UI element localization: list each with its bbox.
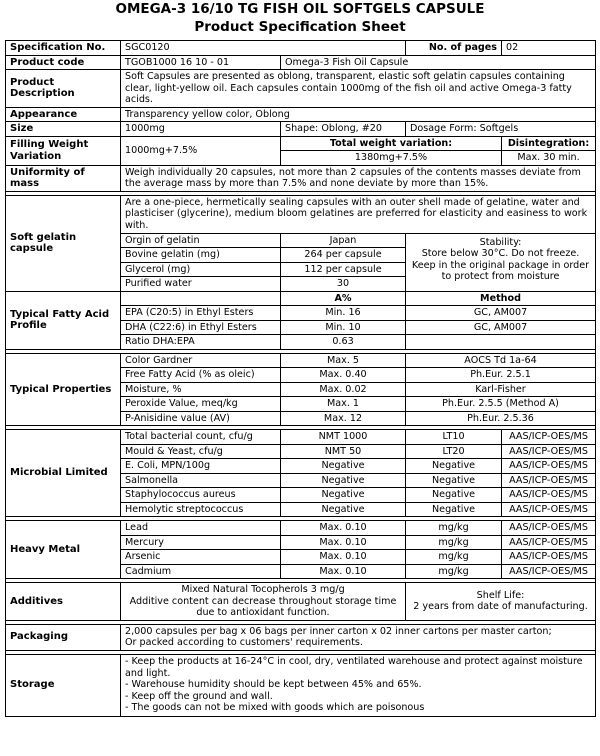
fatty-header-blank <box>121 291 281 306</box>
fatty-col-method: Method <box>406 291 596 306</box>
metal-row <box>6 521 596 536</box>
uniformity-label: Uniformity of mass <box>6 165 121 191</box>
shelf-life-label: Shelf Life: <box>476 589 525 601</box>
size-shape: Shape: Oblong, #20 <box>281 122 406 137</box>
size-row <box>6 122 596 137</box>
property-row <box>6 353 596 368</box>
microbial-name: E. Coli, MPN/100g <box>121 459 281 474</box>
microbial-value: Negative <box>281 473 406 488</box>
microbial-limit: Negative <box>406 488 502 503</box>
microbial-limit: LT20 <box>406 444 502 459</box>
packaging-line-2: Or packed according to customers' requirements. <box>125 637 363 648</box>
fatty-method <box>406 335 596 350</box>
disintegration-label: Disintegration: <box>502 136 596 151</box>
fatty-name: Ratio DHA:EPA <box>121 335 281 350</box>
description-row <box>6 70 596 108</box>
gelatin-intro-row <box>6 195 596 233</box>
property-name: Peroxide Value, meq/kg <box>121 397 281 412</box>
stability-label: Stability: <box>479 236 522 248</box>
packaging-label: Packaging <box>6 624 121 650</box>
product-code-label: Product code <box>6 55 121 70</box>
fatty-method: GC, AM007 <box>406 306 596 321</box>
gelatin-name: Bovine gelatin (mg) <box>121 248 281 263</box>
property-name: Moisture, % <box>121 382 281 397</box>
microbial-value: NMT 50 <box>281 444 406 459</box>
property-value: Max. 0.40 <box>281 368 406 383</box>
metal-name: Lead <box>121 521 281 536</box>
property-name: Free Fatty Acid (% as oleic) <box>121 368 281 383</box>
packaging-line-1: 2,000 capsules per bag x 06 bags per inner carton x 02 inner cartons per master carton; <box>125 625 552 637</box>
metal-unit: mg/kg <box>406 521 502 536</box>
metal-value: Max. 0.10 <box>281 521 406 536</box>
total-weight-label: Total weight variation: <box>281 136 502 151</box>
description-label: Product Description <box>6 70 121 108</box>
property-method: AOCS Td 1a-64 <box>406 353 596 368</box>
metal-name: Mercury <box>121 535 281 550</box>
filling-label: Filling Weight Variation <box>6 136 121 165</box>
microbial-value: Negative <box>281 502 406 517</box>
metal-value: Max. 0.10 <box>281 535 406 550</box>
metal-label: Heavy Metal <box>6 521 121 579</box>
gelatin-value: 30 <box>281 277 406 292</box>
property-name: P-Anisidine value (AV) <box>121 411 281 426</box>
metal-unit: mg/kg <box>406 564 502 579</box>
property-name: Color Gardner <box>121 353 281 368</box>
microbial-name: Staphylococcus aureus <box>121 488 281 503</box>
microbial-limit: Negative <box>406 459 502 474</box>
storage-label: Storage <box>6 654 121 716</box>
gelatin-name: Purified water <box>121 277 281 292</box>
shelf-life-cell <box>406 583 596 621</box>
microbial-name: Hemolytic streptococcus <box>121 502 281 517</box>
gelatin-value: 264 per capsule <box>281 248 406 263</box>
gelatin-name: Orgin of gelatin <box>121 233 281 248</box>
specification-table <box>5 40 596 717</box>
description-text: Soft Capsules are presented as oblong, transparent, elastic soft gelatin capsules containing clear, light-yellow oil. Each capsules contain 1000mg of the fish oil and active Omega-3 fatty acids. <box>121 70 596 108</box>
microbial-row <box>6 430 596 445</box>
additives-line-1: Mixed Natural Tocopherols 3 mg/g <box>181 584 345 595</box>
storage-line: - Keep the products at 16-24°C in cool, dry, ventilated warehouse and protect against moisture and light. <box>125 656 583 679</box>
appearance-text: Transparency yellow color, Oblong <box>121 107 596 122</box>
microbial-method: AAS/ICP-OES/MS <box>502 473 596 488</box>
microbial-label: Microbial Limited <box>6 430 121 517</box>
additives-line-2: Additive content can decrease throughout storage time due to antioxidant function. <box>129 595 397 618</box>
property-value: Max. 5 <box>281 353 406 368</box>
metal-unit: mg/kg <box>406 535 502 550</box>
property-method: Ph.Eur. 2.5.1 <box>406 368 596 383</box>
pages-value: 02 <box>502 41 596 56</box>
metal-method: AAS/ICP-OES/MS <box>502 535 596 550</box>
metal-name: Arsenic <box>121 550 281 565</box>
microbial-limit: Negative <box>406 473 502 488</box>
storage-line: - Keep off the ground and wall. <box>125 690 273 702</box>
fatty-label: Typical Fatty Acid Profile <box>6 291 121 349</box>
product-code-row <box>6 55 596 70</box>
uniformity-row <box>6 165 596 191</box>
microbial-method: AAS/ICP-OES/MS <box>502 488 596 503</box>
gelatin-name: Glycerol (mg) <box>121 262 281 277</box>
disintegration-value: Max. 30 min. <box>502 151 596 166</box>
fatty-name: EPA (C20:5) in Ethyl Esters <box>121 306 281 321</box>
gelatin-value: Japan <box>281 233 406 248</box>
additives-label: Additives <box>6 583 121 621</box>
microbial-limit: Negative <box>406 502 502 517</box>
property-value: Max. 12 <box>281 411 406 426</box>
fatty-value: Min. 10 <box>281 320 406 335</box>
microbial-method: AAS/ICP-OES/MS <box>502 430 596 445</box>
document-title: OMEGA-3 16/10 TG FISH OIL SOFTGELS CAPSULE <box>115 1 485 17</box>
additives-cell <box>121 583 406 621</box>
uniformity-text: Weigh individually 20 capsules, not more than 2 capsules of the contents masses deviate from the average mass by more than 7.5% and none deviate by more than 15%. <box>121 165 596 191</box>
document-subtitle: Product Specification Sheet <box>194 19 406 35</box>
spec-no-row <box>6 41 596 56</box>
property-value: Max. 1 <box>281 397 406 412</box>
property-value: Max. 0.02 <box>281 382 406 397</box>
filling-row-1 <box>6 136 596 151</box>
packaging-row <box>6 624 596 650</box>
microbial-value: Negative <box>281 459 406 474</box>
storage-cell <box>121 654 596 716</box>
microbial-limit: LT10 <box>406 430 502 445</box>
shelf-life-text: 2 years from date of manufacturing. <box>413 601 588 613</box>
microbial-name: Mould & Yeast, cfu/g <box>121 444 281 459</box>
microbial-value: NMT 1000 <box>281 430 406 445</box>
property-method: Ph.Eur. 2.5.5 (Method A) <box>406 397 596 412</box>
spec-no-value: SGC0120 <box>121 41 406 56</box>
appearance-label: Appearance <box>6 107 121 122</box>
property-method: Karl-Fisher <box>406 382 596 397</box>
property-method: Ph.Eur. 2.5.36 <box>406 411 596 426</box>
fatty-value: 0.63 <box>281 335 406 350</box>
size-label: Size <box>6 122 121 137</box>
storage-line: - Warehouse humidity should be kept between 45% and 65%. <box>125 679 422 691</box>
metal-value: Max. 0.10 <box>281 564 406 579</box>
fatty-name: DHA (C22:6) in Ethyl Esters <box>121 320 281 335</box>
additives-row <box>6 583 596 621</box>
metal-unit: mg/kg <box>406 550 502 565</box>
fatty-header-row <box>6 291 596 306</box>
microbial-method: AAS/ICP-OES/MS <box>502 502 596 517</box>
gelatin-label: Soft gelatin capsule <box>6 195 121 291</box>
metal-name: Cadmium <box>121 564 281 579</box>
microbial-method: AAS/ICP-OES/MS <box>502 459 596 474</box>
properties-label: Typical Properties <box>6 353 121 426</box>
fatty-value: Min. 16 <box>281 306 406 321</box>
microbial-name: Total bacterial count, cfu/g <box>121 430 281 445</box>
metal-value: Max. 0.10 <box>281 550 406 565</box>
metal-method: AAS/ICP-OES/MS <box>502 550 596 565</box>
metal-method: AAS/ICP-OES/MS <box>502 521 596 536</box>
metal-method: AAS/ICP-OES/MS <box>502 564 596 579</box>
packaging-cell <box>121 624 596 650</box>
stability-text-1: Store below 30°C. Do not freeze. <box>421 248 580 259</box>
appearance-row <box>6 107 596 122</box>
gelatin-intro: Are a one-piece, hermetically sealing capsules with an outer shell made of gelatine, water and plasticiser (glycerine), medium bloom gelatines are preferred for elasticity and easiness to work with. <box>121 195 596 233</box>
spec-no-label: Specification No. <box>6 41 121 56</box>
filling-value: 1000mg+7.5% <box>121 136 281 165</box>
stability-text-2: Keep in the original package in order to protect from moisture <box>411 259 590 282</box>
total-weight-value: 1380mg+7.5% <box>281 151 502 166</box>
microbial-value: Negative <box>281 488 406 503</box>
product-name: Omega-3 Fish Oil Capsule <box>281 55 596 70</box>
gelatin-value: 112 per capsule <box>281 262 406 277</box>
stability-cell <box>406 233 596 291</box>
storage-row <box>6 654 596 716</box>
microbial-method: AAS/ICP-OES/MS <box>502 444 596 459</box>
fatty-col-a: A% <box>281 291 406 306</box>
storage-line: - The goods can not be mixed with goods which are poisonous <box>125 702 425 714</box>
microbial-name: Salmonella <box>121 473 281 488</box>
pages-label: No. of pages <box>406 41 502 56</box>
size-value: 1000mg <box>121 122 281 137</box>
product-code-value: TGOB1000 16 10 - 01 <box>121 55 281 70</box>
fatty-method: GC, AM007 <box>406 320 596 335</box>
size-form: Dosage Form: Softgels <box>406 122 596 137</box>
